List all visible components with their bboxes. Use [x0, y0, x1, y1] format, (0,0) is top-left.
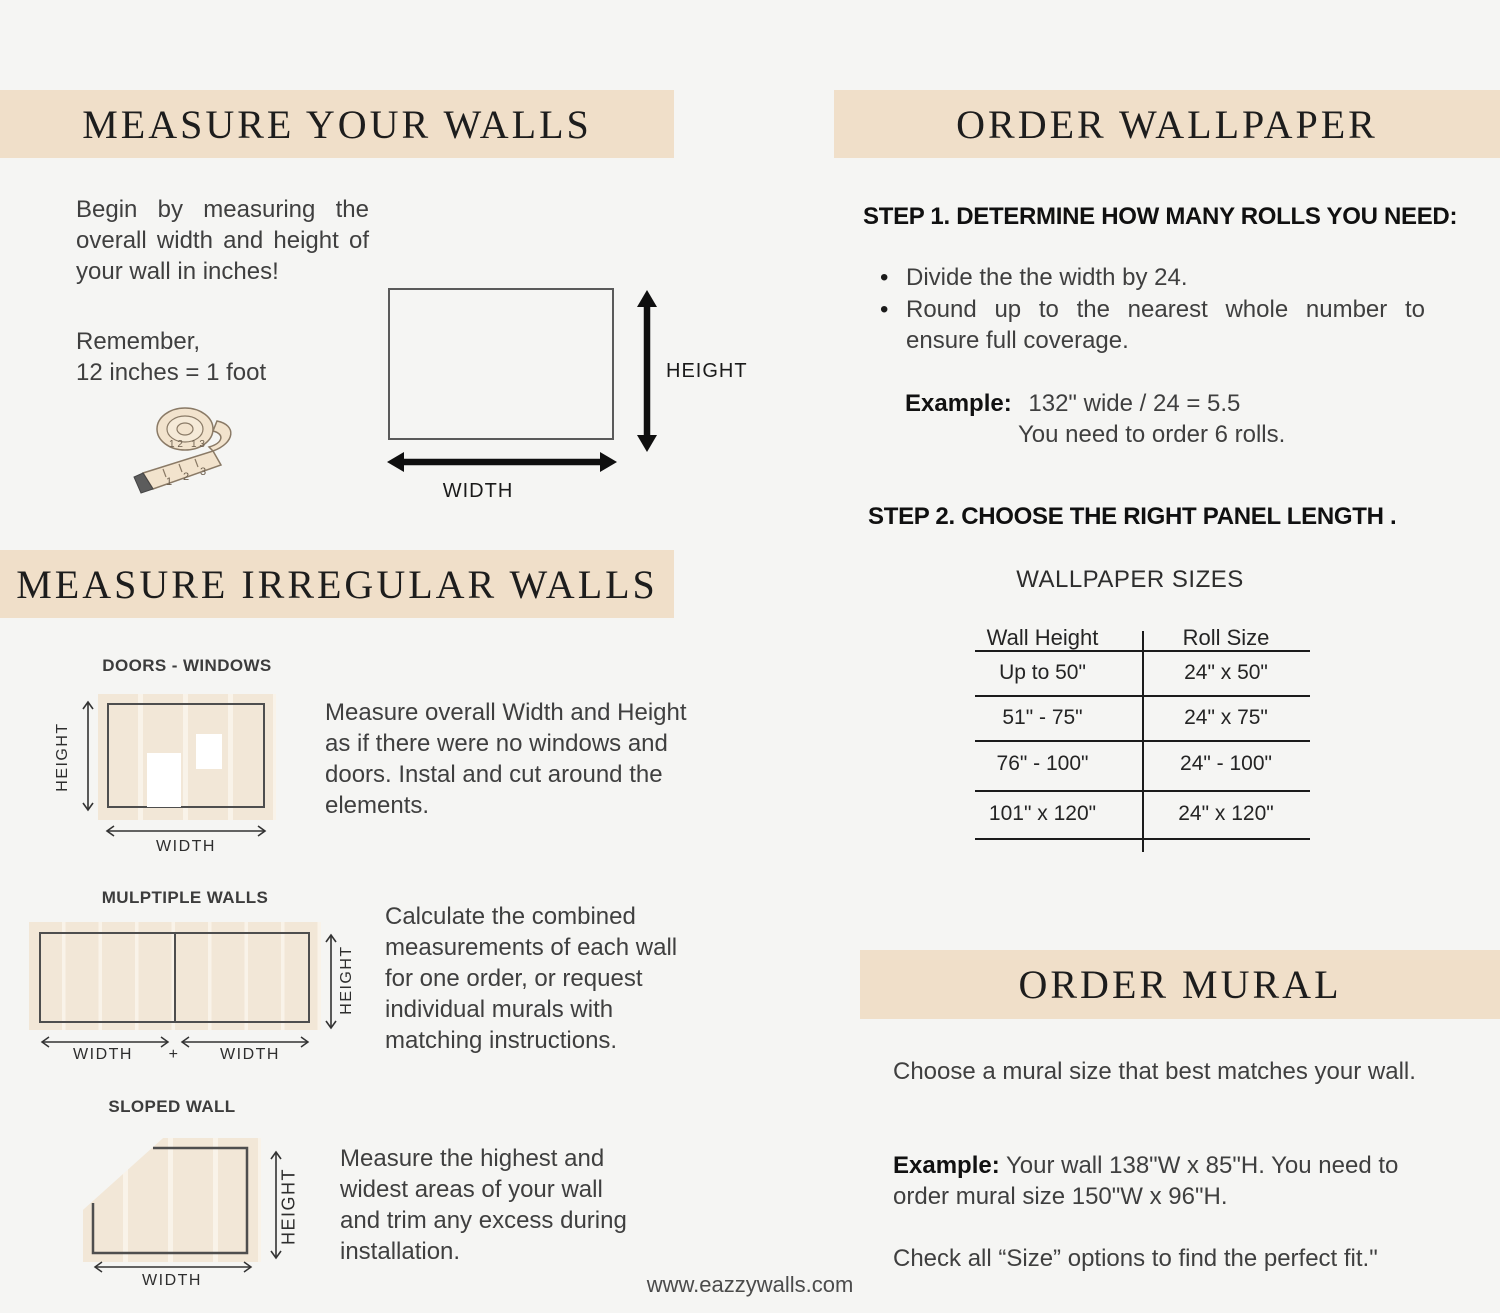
table-row-cell: 24" x 75" — [1184, 706, 1268, 729]
width-label: WIDTH — [442, 480, 514, 502]
table-row-cell: 24" x 50" — [1184, 661, 1268, 684]
step2-heading: STEP 2. CHOOSE THE RIGHT PANEL LENGTH . — [868, 503, 1397, 530]
example-calc: 132" wide / 24 = 5.5 — [1028, 390, 1241, 417]
list-item — [880, 262, 1425, 293]
column-header-wall-height: Wall Height — [986, 625, 1099, 650]
width-label: WIDTH — [142, 1272, 202, 1289]
wallpaper-sizes-table — [950, 615, 1312, 860]
tape-measure-icon — [133, 403, 245, 497]
sloped-wall-outline — [90, 1145, 260, 1257]
step1-example — [905, 388, 1285, 450]
doors-windows-wall — [107, 703, 265, 808]
section-title: ORDER WALLPAPER — [956, 101, 1378, 147]
height-arrow — [631, 289, 663, 453]
remember-note — [76, 326, 266, 388]
height-label: HEIGHT — [278, 1168, 299, 1246]
step1-bullet-list — [880, 262, 1425, 357]
website-url: www.eazzywalls.com — [646, 1272, 854, 1297]
svg-text:3: 3 — [200, 466, 207, 478]
example-label: Example: — [905, 390, 1012, 417]
height-arrow-small — [323, 933, 339, 1030]
bullet-icon: • — [880, 296, 889, 323]
plus-sign: + — [168, 1046, 180, 1063]
sloped-wall-heading: SLOPED WALL — [108, 1097, 236, 1116]
doors-windows-heading: DOORS - WINDOWS — [102, 656, 272, 675]
column-header-roll-size: Roll Size — [1182, 625, 1270, 650]
intro-paragraph: Begin by measuring the overall width and height of your wall in inches! — [76, 196, 369, 285]
doors-windows-text: Measure overall Width and Height as if there were no windows and doors. Instal and cut around the elements. — [325, 699, 687, 819]
width-label-left: WIDTH — [73, 1046, 133, 1063]
remember-line2: 12 inches = 1 foot — [76, 359, 267, 386]
section-title: MEASURE YOUR WALLS — [82, 101, 592, 147]
banner-measure-your-walls — [0, 90, 674, 158]
section-title: MEASURE IRREGULAR WALLS — [16, 561, 658, 607]
table-row-cell: 76" - 100" — [996, 752, 1089, 775]
bullet-icon: • — [880, 264, 889, 291]
banner-measure-irregular-walls — [0, 550, 674, 618]
remember-line1: Remember, — [76, 328, 201, 355]
wall-divider-line — [174, 932, 176, 1023]
example-label: Example: — [893, 1152, 1000, 1179]
wall-diagram-rect — [388, 288, 614, 440]
mural-size-note: Check all “Size” options to find the perfect fit." — [893, 1245, 1378, 1272]
bullet-text: Round up to the nearest whole number to ensure full coverage. — [906, 296, 1425, 354]
banner-order-wallpaper — [834, 90, 1500, 158]
table-row-cell: 101" x 120" — [988, 802, 1097, 825]
mural-example-text: Your wall 138"W x 85"H. You need to order mural size 150"W x 96"H. — [893, 1152, 1399, 1210]
mural-example — [893, 1150, 1438, 1212]
multiple-walls-heading: MULPTIPLE WALLS — [101, 888, 269, 907]
svg-text:1 3: 1 3 — [191, 439, 205, 450]
table-row-cell: 24" - 100" — [1180, 752, 1272, 775]
banner-order-mural — [860, 950, 1500, 1019]
height-label: HEIGHT — [666, 360, 748, 382]
svg-text:1: 1 — [166, 476, 173, 488]
list-item — [880, 294, 1425, 356]
width-label-right: WIDTH — [220, 1046, 280, 1063]
step1-heading: STEP 1. DETERMINE HOW MANY ROLLS YOU NEED: — [863, 203, 1458, 230]
width-arrow — [386, 446, 618, 478]
table-row-cell: Up to 50" — [999, 661, 1086, 684]
table-title: WALLPAPER SIZES — [1016, 566, 1244, 593]
multiple-walls-text: Calculate the combined measurements of each wall for one order, or request individual murals with matching instructions. — [385, 903, 678, 1054]
section-title: ORDER MURAL — [1018, 962, 1342, 1007]
svg-text:2: 2 — [183, 471, 190, 483]
height-arrow-small — [80, 700, 96, 812]
svg-text:1 2: 1 2 — [169, 439, 183, 450]
door-shape — [147, 753, 181, 807]
bullet-text: Divide the the width by 24. — [906, 264, 1188, 291]
table-row-cell: 51" - 75" — [1002, 706, 1083, 729]
width-label: WIDTH — [156, 838, 216, 855]
height-label: HEIGHT — [54, 722, 71, 792]
table-row-cell: 24" x 120" — [1178, 802, 1274, 825]
sloped-wall-text: Measure the highest and widest areas of your wall and trim any excess during installation. — [340, 1145, 627, 1265]
mural-intro: Choose a mural size that best matches your wall. — [893, 1058, 1416, 1085]
example-result: You need to order 6 rolls. — [1018, 421, 1286, 448]
height-label: HEIGHT — [338, 945, 355, 1015]
table-column-divider — [1142, 631, 1144, 852]
window-shape — [196, 734, 222, 769]
width-arrow-small — [105, 824, 267, 838]
